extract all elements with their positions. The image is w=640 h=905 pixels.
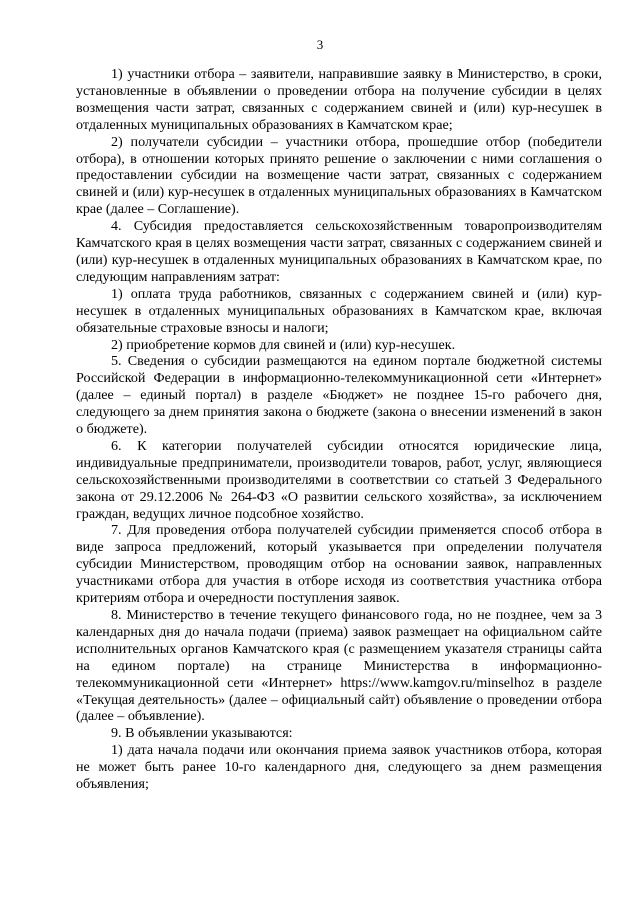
paragraph-item-5: 5. Сведения о субсидии размещаются на едином портале бюджетной системы Российской Федерации в информационно-телекоммуникационной сети «Интернет» (далее – единый портал) в разделе «Бюджет» не позднее 15-го рабочего дня, следующего за днем принятия закона о бюджете (закона о внесении изменений в закон о бюджете). <box>76 353 602 438</box>
paragraph-recipients: 2) получатели субсидии – участники отбора, прошедшие отбор (победители отбора), в отношении которых принято решение о заключении с ними соглашения о предоставлении субсидии на возмещение части затрат, связанных с содержанием свиней и (или) кур-несушек в отдаленных муниципальных образованиях в Камчатском крае (далее – Соглашение). <box>76 133 602 218</box>
paragraph-item-4: 4. Субсидия предоставляется сельскохозяйственным товаропроизводителям Камчатского края в целях возмещения части затрат, связанных с содержанием свиней и (или) кур-несушек в отдаленных муниципальных образованиях в Камчатском крае, по следующим направлениям затрат: <box>76 218 602 285</box>
paragraph-feed-costs: 2) приобретение кормов для свиней и (или) кур-несушек. <box>111 336 456 353</box>
document-body <box>76 66 602 793</box>
paragraph-item-9-1: 1) дата начала подачи или окончания приема заявок участников отбора, которая не может быть ранее 10-го календарного дня, следующего за днем размещения объявления; <box>76 742 602 793</box>
paragraph-item-6: 6. К категории получателей субсидии относятся юридические лица, индивидуальные предприниматели, производители товаров, работ, услуг, являющиеся сельскохозяйственными производителями в соответствии со статьей 3 Федерального закона от 29.12.2006 № 264-ФЗ «О развитии сельского хозяйства», за исключением граждан, ведущих личное подсобное хозяйство. <box>76 437 602 522</box>
paragraph-item-7: 7. Для проведения отбора получателей субсидии применяется способ отбора в виде запроса предложений, который указывается при определении получателя субсидии Министерством, проводящим отбор на основании заявок, направленных участниками отбора для участия в отборе исходя из соответствия участника отбора критериям отбора и очередности поступления заявок. <box>76 522 602 607</box>
paragraph-item-9: 9. В объявлении указываются: <box>111 725 293 742</box>
paragraph-item-8: 8. Министерство в течение текущего финансового года, но не позднее, чем за 3 календарных дня до начала подачи (приема) заявок размещает на официальном сайте исполнительных органов Камчатского края (с размещением указателя страницы сайта на едином портале) на странице Министерства в информационно-телекоммуникационной сети «Интернет» https://www.kamgov.ru/minselhoz в разделе «Текущая деятельность» (далее – официальный сайт) объявление о проведении отбора (далее – объявление). <box>76 607 602 725</box>
paragraph-labor-costs: 1) оплата труда работников, связанных с содержанием свиней и (или) кур-несушек в отдаленных муниципальных образованиях в Камчатском крае, включая обязательные страховые взносы и налоги; <box>76 285 602 336</box>
paragraph-participants: 1) участники отбора – заявители, направившие заявку в Министерство, в сроки, установленные в объявлении о проведении отбора на получение субсидии в целях возмещения части затрат, связанных с содержанием свиней и (или) кур-несушек в отдаленных муниципальных образованиях в Камчатском крае; <box>76 66 602 133</box>
page-number: 3 <box>316 37 324 52</box>
